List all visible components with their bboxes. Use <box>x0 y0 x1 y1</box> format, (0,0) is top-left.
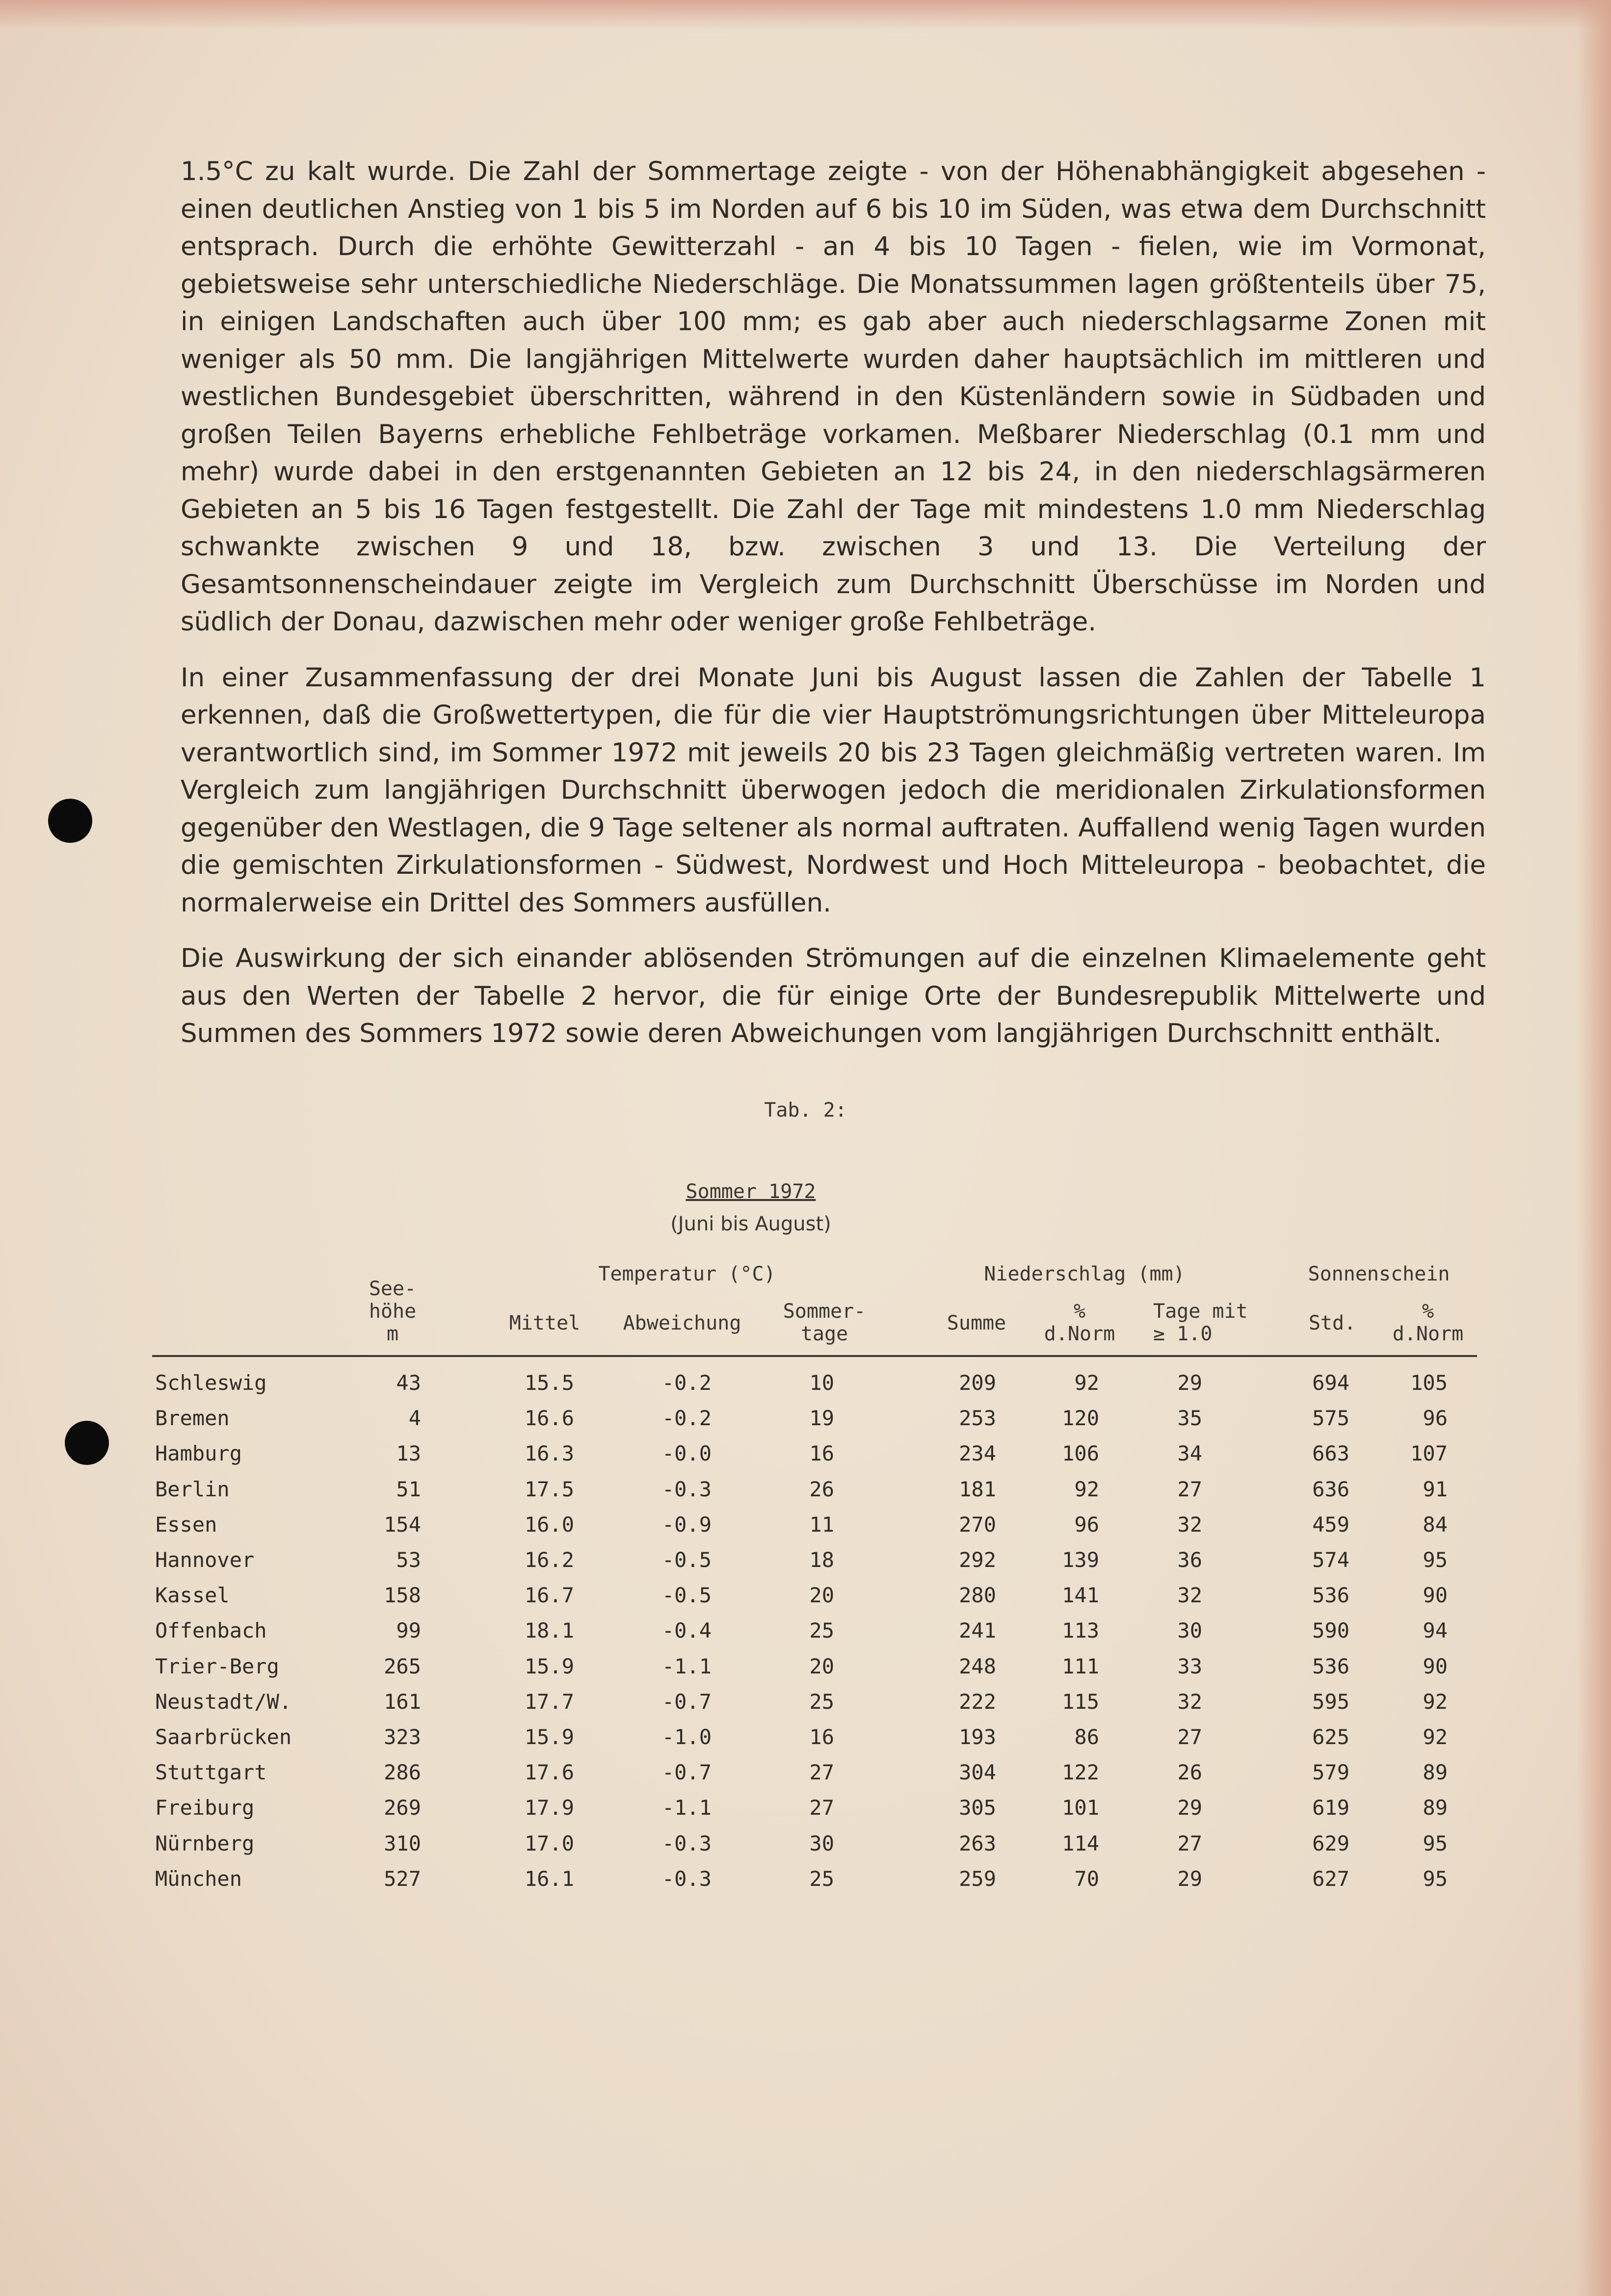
cell-sommertage: 27 <box>809 1796 834 1820</box>
cell-std: 575 <box>1312 1406 1349 1431</box>
cell-seehoehe: 310 <box>384 1831 421 1855</box>
col-tage-mit-line1: Tage mit <box>1153 1300 1248 1323</box>
cell-sommertage: 20 <box>809 1654 834 1678</box>
cell-abweichung: -0.2 <box>661 1406 712 1431</box>
col-sommertage <box>775 1300 873 1345</box>
cell-std: 590 <box>1312 1618 1349 1643</box>
cell-mittel: 18.1 <box>524 1618 574 1643</box>
col-prozent-norm-line1: % <box>1073 1300 1086 1323</box>
cell-ort: Hannover <box>155 1548 255 1572</box>
cell-prozent-norm: 70 <box>1074 1866 1099 1891</box>
cell-abweichung: -0.7 <box>661 1689 712 1714</box>
cell-ort: Nürnberg <box>155 1831 255 1855</box>
cell-seehoehe: 158 <box>384 1583 421 1608</box>
cell-tage-mit: 27 <box>1177 1831 1202 1855</box>
header-temperatur: Temperatur (°C) <box>598 1263 776 1285</box>
cell-ort: München <box>155 1866 242 1891</box>
cell-mittel: 16.2 <box>524 1548 574 1572</box>
cell-sonne-prozent: 107 <box>1410 1441 1448 1466</box>
cell-sonne-prozent: 90 <box>1423 1654 1448 1678</box>
cell-seehoehe: 53 <box>396 1548 421 1572</box>
cell-sommertage: 30 <box>809 1831 834 1855</box>
cell-std: 636 <box>1312 1477 1349 1501</box>
col-summe: Summe <box>947 1312 1006 1334</box>
cell-std: 574 <box>1312 1548 1349 1572</box>
cell-sonne-prozent: 92 <box>1423 1725 1448 1749</box>
cell-tage-mit: 35 <box>1177 1406 1202 1431</box>
cell-prozent-norm: 86 <box>1074 1725 1099 1749</box>
cell-sonne-prozent: 95 <box>1423 1831 1448 1855</box>
cell-summe: 292 <box>959 1548 996 1572</box>
cell-abweichung: -0.3 <box>661 1831 712 1855</box>
cell-std: 663 <box>1312 1441 1349 1466</box>
table-title-wrap <box>0 1180 1502 1203</box>
cell-tage-mit: 26 <box>1177 1760 1202 1785</box>
header-sonnenschein: Sonnenschein <box>1308 1263 1450 1285</box>
cell-abweichung: -0.3 <box>661 1477 712 1501</box>
cell-seehoehe: 4 <box>408 1406 421 1431</box>
cell-abweichung: -0.9 <box>661 1512 712 1537</box>
cell-sommertage: 25 <box>809 1689 834 1714</box>
cell-seehoehe: 323 <box>384 1725 421 1749</box>
col-sommertage-line2: tage <box>800 1323 848 1345</box>
cell-std: 595 <box>1312 1689 1349 1714</box>
punch-hole <box>48 799 92 843</box>
paragraph-1: 1.5°C zu kalt wurde. Die Zahl der Sommertage zeigte - von der Höhenabhängigkeit abgesehen - einen deutlichen Anstieg von 1 bis 5 im Norden auf 6 bis 10 im Süden, was etwa dem Durchschnitt entsprach. Durch die erhöhte Gewitterzahl - an 4 bis 10 Tagen - fielen, wie im Vormonat, gebietsweise sehr unterschiedliche Niederschläge. Die Monatssummen lagen größtenteils über 75, in einigen Landschaften auch über 100 mm; es gab aber auch niederschlagsarme Zonen mit weniger als 50 mm. Die langjährigen Mittelwerte wurden daher hauptsächlich im mittleren und westlichen Bundesgebiet überschritten, während in den Küstenländern sowie in Südbaden und großen Teilen Bayerns erhebliche Fehlbeträge vorkamen. Meßbarer Niederschlag (0.1 mm und mehr) wurde dabei in den erstgenannten Gebieten an 12 bis 24, in den niederschlagsärmeren Gebieten an 5 bis 16 Tagen festgestellt. Die Zahl der Tage mit mindestens 1.0 mm Niederschlag schwankte zwischen 9 und 18, bzw. zwischen 3 und 13. Die Verteilung der Gesamtsonnenscheindauer zeigte im Vergleich zum Durchschnitt Überschüsse im Norden und südlich der Donau, dazwischen mehr oder weniger große Fehlbeträge. <box>181 157 1486 637</box>
cell-sommertage: 10 <box>809 1371 834 1395</box>
cell-mittel: 15.5 <box>524 1371 574 1395</box>
col-sonne-prozent <box>1384 1300 1472 1345</box>
cell-seehoehe: 527 <box>384 1866 421 1891</box>
cell-sonne-prozent: 105 <box>1410 1371 1448 1395</box>
cell-tage-mit: 27 <box>1177 1725 1202 1749</box>
cell-sonne-prozent: 91 <box>1423 1477 1448 1501</box>
cell-std: 536 <box>1312 1654 1349 1678</box>
cell-sommertage: 16 <box>809 1441 834 1466</box>
table-title: Sommer 1972 <box>686 1180 816 1203</box>
col-sommertage-line1: Sommer- <box>783 1300 866 1323</box>
cell-std: 459 <box>1312 1512 1349 1537</box>
cell-ort: Bremen <box>155 1406 230 1431</box>
cell-mittel: 17.5 <box>524 1477 574 1501</box>
cell-std: 625 <box>1312 1725 1349 1749</box>
cell-tage-mit: 30 <box>1177 1618 1202 1643</box>
col-seehoehe-line1: See- <box>369 1278 417 1300</box>
cell-summe: 241 <box>959 1618 996 1643</box>
cell-seehoehe: 13 <box>396 1441 421 1466</box>
cell-seehoehe: 161 <box>384 1689 421 1714</box>
cell-prozent-norm: 92 <box>1074 1477 1099 1501</box>
cell-mittel: 16.1 <box>524 1866 574 1891</box>
cell-seehoehe: 154 <box>384 1512 421 1537</box>
cell-mittel: 16.7 <box>524 1583 574 1608</box>
cell-mittel: 17.0 <box>524 1831 574 1855</box>
cell-summe: 222 <box>959 1689 996 1714</box>
col-prozent-norm-line2: d.Norm <box>1044 1323 1115 1345</box>
cell-std: 536 <box>1312 1583 1349 1608</box>
cell-ort: Trier-Berg <box>155 1654 279 1678</box>
cell-summe: 259 <box>959 1866 996 1891</box>
col-std: Std. <box>1308 1312 1356 1334</box>
cell-summe: 193 <box>959 1725 996 1749</box>
cell-summe: 304 <box>959 1760 996 1785</box>
col-abweichung: Abweichung <box>623 1312 741 1334</box>
cell-seehoehe: 51 <box>396 1477 421 1501</box>
cell-tage-mit: 27 <box>1177 1477 1202 1501</box>
cell-sommertage: 18 <box>809 1548 834 1572</box>
cell-abweichung: -0.3 <box>661 1866 712 1891</box>
cell-sommertage: 16 <box>809 1725 834 1749</box>
cell-abweichung: -0.2 <box>661 1371 712 1395</box>
cell-summe: 280 <box>959 1583 996 1608</box>
cell-sonne-prozent: 92 <box>1423 1689 1448 1714</box>
cell-mittel: 15.9 <box>524 1654 574 1678</box>
cell-tage-mit: 36 <box>1177 1548 1202 1572</box>
table-header-rule <box>152 1355 1477 1357</box>
cell-std: 694 <box>1312 1371 1349 1395</box>
cell-mittel: 16.3 <box>524 1441 574 1466</box>
cell-sommertage: 27 <box>809 1760 834 1785</box>
cell-prozent-norm: 111 <box>1062 1654 1099 1678</box>
body-text <box>181 153 1486 1071</box>
cell-ort: Kassel <box>155 1583 230 1608</box>
cell-prozent-norm: 92 <box>1074 1371 1099 1395</box>
cell-std: 579 <box>1312 1760 1349 1785</box>
paragraph-2: In einer Zusammenfassung der drei Monate Juni bis August lassen die Zahlen der Tabelle 1 erkennen, daß die Großwettertypen, die für die vier Hauptströmungsrichtungen über Mitteleuropa verantwortlich sind, im Sommer 1972 mit jeweils 20 bis 23 Tagen gleichmäßig vertreten waren. Im Vergleich zum langjährigen Durchschnitt überwogen jedoch die meridionalen Zirkulationsformen gegenüber den Westlagen, die 9 Tage seltener als normal auftraten. Auffallend wenig Tagen wurden die gemischten Zirkulationsformen - Südwest, Nordwest und Hoch Mitteleuropa - beobachtet, die normalerweise ein Drittel des Sommers ausfüllen. <box>181 662 1486 918</box>
cell-prozent-norm: 141 <box>1062 1583 1099 1608</box>
cell-tage-mit: 29 <box>1177 1866 1202 1891</box>
cell-sonne-prozent: 84 <box>1423 1512 1448 1537</box>
cell-sonne-prozent: 94 <box>1423 1618 1448 1643</box>
cell-mittel: 17.9 <box>524 1796 574 1820</box>
cell-prozent-norm: 101 <box>1062 1796 1099 1820</box>
cell-ort: Berlin <box>155 1477 230 1501</box>
cell-summe: 305 <box>959 1796 996 1820</box>
cell-summe: 181 <box>959 1477 996 1501</box>
cell-summe: 263 <box>959 1831 996 1855</box>
cell-seehoehe: 265 <box>384 1654 421 1678</box>
cell-prozent-norm: 122 <box>1062 1760 1099 1785</box>
cell-prozent-norm: 120 <box>1062 1406 1099 1431</box>
cell-abweichung: -0.7 <box>661 1760 712 1785</box>
cell-abweichung: -1.1 <box>661 1796 712 1820</box>
col-sonne-prozent-line2: d.Norm <box>1392 1323 1464 1345</box>
cell-seehoehe: 99 <box>396 1618 421 1643</box>
cell-sonne-prozent: 95 <box>1423 1548 1448 1572</box>
table-label: Tab. 2: <box>764 1099 847 1122</box>
col-seehoehe-line2: höhe <box>369 1300 417 1323</box>
col-seehoehe-line3: m <box>386 1323 399 1345</box>
cell-ort: Neustadt/W. <box>155 1689 292 1714</box>
cell-sommertage: 20 <box>809 1583 834 1608</box>
cell-ort: Saarbrücken <box>155 1725 292 1749</box>
paper-edge-top <box>0 0 1611 29</box>
cell-ort: Freiburg <box>155 1796 255 1820</box>
cell-sonne-prozent: 89 <box>1423 1760 1448 1785</box>
cell-summe: 270 <box>959 1512 996 1537</box>
cell-summe: 253 <box>959 1406 996 1431</box>
punch-hole <box>65 1421 109 1465</box>
cell-summe: 209 <box>959 1371 996 1395</box>
cell-tage-mit: 29 <box>1177 1371 1202 1395</box>
cell-prozent-norm: 106 <box>1062 1441 1099 1466</box>
cell-std: 619 <box>1312 1796 1349 1820</box>
cell-abweichung: -0.4 <box>661 1618 712 1643</box>
table-subtitle: (Juni bis August) <box>670 1213 831 1235</box>
cell-sonne-prozent: 95 <box>1423 1866 1448 1891</box>
cell-sonne-prozent: 89 <box>1423 1796 1448 1820</box>
cell-mittel: 17.6 <box>524 1760 574 1785</box>
col-sonne-prozent-line1: % <box>1422 1300 1434 1323</box>
cell-mittel: 15.9 <box>524 1725 574 1749</box>
cell-sommertage: 11 <box>809 1512 834 1537</box>
cell-sommertage: 25 <box>809 1618 834 1643</box>
cell-mittel: 17.7 <box>524 1689 574 1714</box>
cell-summe: 234 <box>959 1441 996 1466</box>
cell-sommertage: 26 <box>809 1477 834 1501</box>
cell-tage-mit: 32 <box>1177 1583 1202 1608</box>
cell-summe: 248 <box>959 1654 996 1678</box>
cell-abweichung: -1.1 <box>661 1654 712 1678</box>
cell-prozent-norm: 96 <box>1074 1512 1099 1537</box>
cell-prozent-norm: 115 <box>1062 1689 1099 1714</box>
cell-ort: Schleswig <box>155 1371 267 1395</box>
cell-ort: Hamburg <box>155 1441 242 1466</box>
col-tage-mit <box>1153 1300 1261 1345</box>
cell-tage-mit: 34 <box>1177 1441 1202 1466</box>
cell-prozent-norm: 113 <box>1062 1618 1099 1643</box>
paragraph-3: Die Auswirkung der sich einander ablösenden Strömungen auf die einzelnen Klimaelemente geht aus den Werten der Tabelle 2 hervor, die für einige Orte der Bundesrepublik Mittelwerte und Summen des Sommers 1972 sowie deren Abweichungen vom langjährigen Durchschnitt enthält. <box>181 943 1486 1048</box>
cell-seehoehe: 43 <box>396 1371 421 1395</box>
cell-tage-mit: 29 <box>1177 1796 1202 1820</box>
cell-abweichung: -0.5 <box>661 1548 712 1572</box>
cell-std: 629 <box>1312 1831 1349 1855</box>
cell-abweichung: -1.0 <box>661 1725 712 1749</box>
cell-ort: Stuttgart <box>155 1760 267 1785</box>
cell-seehoehe: 286 <box>384 1760 421 1785</box>
cell-sonne-prozent: 90 <box>1423 1583 1448 1608</box>
cell-sommertage: 19 <box>809 1406 834 1431</box>
cell-sommertage: 25 <box>809 1866 834 1891</box>
cell-tage-mit: 32 <box>1177 1512 1202 1537</box>
cell-tage-mit: 33 <box>1177 1654 1202 1678</box>
cell-seehoehe: 269 <box>384 1796 421 1820</box>
cell-sonne-prozent: 96 <box>1423 1406 1448 1431</box>
paper-edge-right <box>1577 0 1611 2296</box>
cell-tage-mit: 32 <box>1177 1689 1202 1714</box>
header-niederschlag: Niederschlag (mm) <box>984 1263 1185 1285</box>
col-mittel: Mittel <box>509 1312 581 1334</box>
col-prozent-norm <box>1035 1300 1124 1345</box>
cell-ort: Offenbach <box>155 1618 267 1643</box>
col-tage-mit-line2: ≥ 1.0 <box>1153 1323 1213 1345</box>
col-seehoehe <box>353 1278 432 1345</box>
cell-ort: Essen <box>155 1512 217 1537</box>
cell-prozent-norm: 139 <box>1062 1548 1099 1572</box>
cell-abweichung: -0.5 <box>661 1583 712 1608</box>
cell-abweichung: -0.0 <box>661 1441 712 1466</box>
cell-mittel: 16.6 <box>524 1406 574 1431</box>
cell-mittel: 16.0 <box>524 1512 574 1537</box>
cell-std: 627 <box>1312 1866 1349 1891</box>
cell-prozent-norm: 114 <box>1062 1831 1099 1855</box>
